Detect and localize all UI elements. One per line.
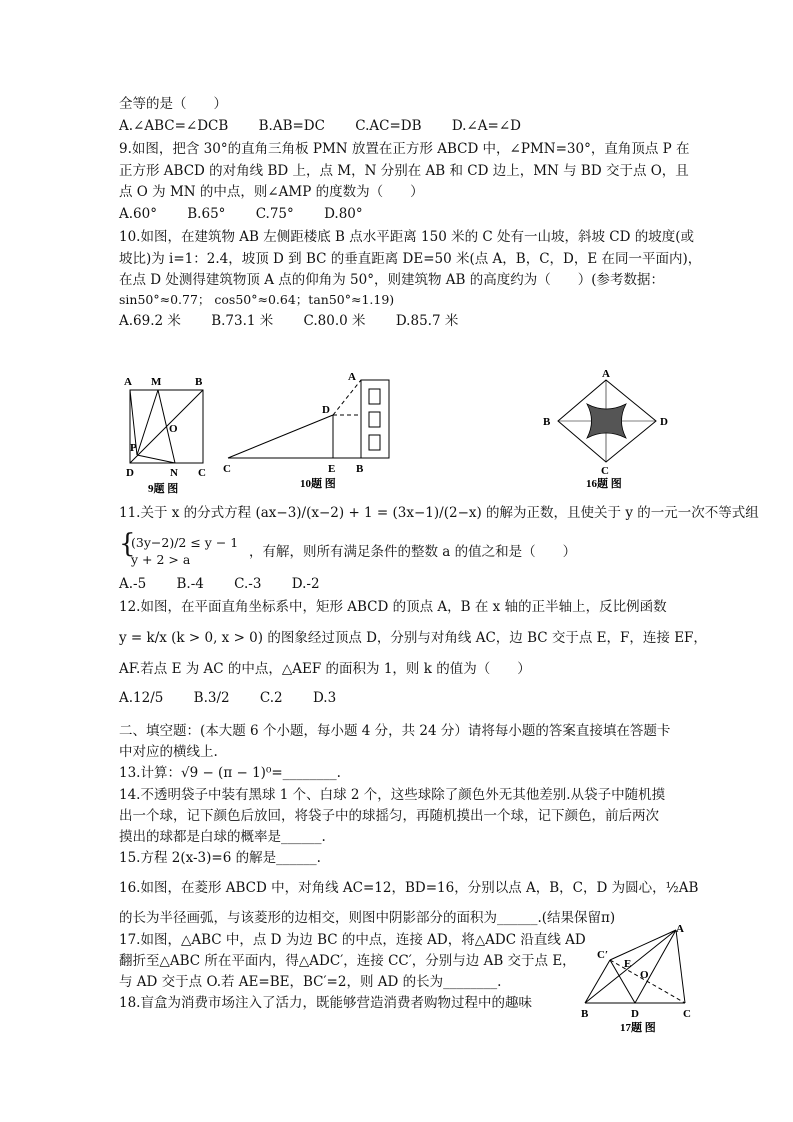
option: A.∠ABC=∠DCB [119,118,229,134]
fig17-label: D [631,1008,639,1020]
option: C.80.0 米 [303,313,366,329]
fig9-label: N [170,467,178,479]
q17-text: 与 AD 交于点 O.若 AE=BE，BC′=2，则 AD 的长为________. [119,974,502,990]
fig16-caption: 16题 图 [586,478,622,490]
fig17-label: C [683,1008,691,1020]
section-heading: 中对应的横线上. [119,744,218,760]
q16-text: 的长为半径画弧，与该菱形的边相交，则图中阴影部分的面积为______.(结果保留π) [119,910,616,926]
figure-10 [218,365,398,495]
fig9-caption: 9题 图 [148,483,179,495]
q14-text: 出一个球，记下颜色后放回，将袋子中的球摇匀，再随机摸出一个球，记下颜色，前后两次 [119,808,659,824]
fig17-label: B [581,1008,589,1020]
exam-page: 全等的是（ ） A.∠ABC=∠DCB B.AB=DC C.AC=DB D.∠A=∠D 9.如图，把含 30°的直角三角板 PMN 放置在正方形 ABCD 中，∠PMN=30°，直角顶点 P 在 正方形 ABCD 的对角线 BD 上，点 M，N 分别在 AB 和 CD 边上，MN 与 BD 交于点 O，且 点 O 为 MN 的中点，则∠AMP 的度数为（ ） A.60° B.65° C.75° D.80° 10.如图，在建筑物 AB 左侧距楼底 B 点水平距离 150 米的 C 处有一山坡，斜坡 CD 的坡度(或 坡比)为 i=1：2.4，坡顶 D 到 BC 的垂直距离 DE=50 米(点 A，B，C，D，E 在同一平面内)， 在点 D 处测得建筑物顶 A 点的仰角为 50°，则建筑物 AB 的高度约为（ ）(参考数据： sin50°≈0.77； cos50°≈0.64；tan50°≈1.19) A.69.2 米 B.73.1 米 C.80.0 米 D.85.7 米 A M B O P D N C 9题 图 A D C E B 10题 图 A B D C 16题 图 11.关于 x 的分式方程 (ax−3)/(x−2) + 1 = (3x−1)/(2−x) 的解为正数，且使关于 y 的一元一次不等式组 { (3y−2)/2 ≤ y − 1 y + 2 > a ，有解，则所有满足条件的整数 a 的值之和是（ ） A.-5 B.-4 C.-3 D.-2 12.如图，在平面直角坐标系中，矩形 ABCD 的顶点 A，B 在 x 轴的正半轴上，反比例函数 y = k/x (k > 0, x > 0) 的图象经过顶点 D，分别与对角线 AC，边 BC 交于点 E，F，连接 EF， AF.若点 E 为 AC 的中点，△AEF 的面积为 1，则 k 的值为（ ） A.12/5 B.3/2 C.2 D.3 二、填空题：(本大题 6 个小题，每小题 4 分，共 24 分）请将每小题的答案直接填在答题卡 中对应的横线上. 13.计算：√9 − (π − 1)⁰=________. 14.不透明袋子中装有黑球 1 个、白球 2 个，这些球除了颜色外无其他差别.从袋子中随机摸 出一个球，记下颜色后放回，将袋子中的球摇匀，再随机摸出一个球，记下颜色，前后两次 摸出的球都是白球的概率是______. 15.方程 2(x-3)=6 的解是______. 16.如图，在菱形 ABCD 中，对角线 AC=12，BD=16，分别以点 A，B，C，D 为圆心，½AB 的长为半径画弧，与该菱形的边相交，则图中阴影部分的面积为______.(结果保留π) 17.如图，△ABC 中，点 D 为边 BC 的中点，连接 AD，将△ADC 沿直线 AD 翻折至△ABC 所在平面内，得△ADC′，连接 CC′，分别与边 AB 交于点 E， 与 AD 交于点 O.若 AE=BE，BC′=2，则 AD 的长为________. 18.盲盒为消费市场注入了活力，既能够营造消费者购物过程中的趣味 A C′ E O B D C 17题 图 [119,96,759,1034]
q9-text: 点 O 为 MN 的中点，则∠AMP 的度数为（ ） [119,184,424,200]
fig9-label: B [195,376,203,388]
fig16-label: C [601,465,609,477]
option: B.3/2 [193,690,230,706]
q9-text: 正方形 ABCD 的对角线 BD 上，点 M，N 分别在 AB 和 CD 边上，MN 与 BD 交于点 O，且 [119,163,689,179]
fig9-label: M [151,376,162,388]
q9-options [119,206,389,222]
option: A.-5 [119,576,147,592]
option: B.73.1 米 [211,313,274,329]
option: D.80° [324,206,363,222]
q12-text: y = k/x (k > 0, x > 0) 的图象经过顶点 D，分别与对角线 AC，边 BC 交于点 E，F，连接 EF， [119,630,707,646]
fig10-caption: 10题 图 [300,478,336,490]
option: D.-2 [291,576,320,592]
fig17-label: C′ [597,949,609,961]
option: C.2 [259,690,283,706]
q9-text: 9.如图，把含 30°的直角三角板 PMN 放置在正方形 ABCD 中，∠PMN=30°，直角顶点 P 在 [119,141,690,157]
figure-9 [120,372,210,497]
q16-text: 16.如图，在菱形 ABCD 中，对角线 AC=12，BD=16，分别以点 A，B，C，D 为圆心，½AB [119,880,699,896]
option: D.3 [312,690,337,706]
fig16-label: B [543,416,551,428]
q10-text: 10.如图，在建筑物 AB 左侧距楼底 B 点水平距离 150 米的 C 处有一山坡，斜坡 CD 的坡度(或 [119,229,694,245]
fig9-label: A [124,376,132,388]
fig17-label: E [624,958,632,970]
q14-text: 14.不透明袋子中装有黑球 1 个、白球 2 个，这些球除了颜色外无其他差别.从袋子中随机摸 [119,787,666,803]
q15-text: 15.方程 2(x-3)=6 的解是______. [119,850,321,866]
option: C.-3 [234,576,262,592]
q12-text: 12.如图，在平面直角坐标系中，矩形 ABCD 的顶点 A，B 在 x 轴的正半轴上，反比例函数 [119,599,667,615]
fig10-label: C [223,463,231,475]
option: A.69.2 米 [119,313,181,329]
figure-17 [575,920,700,1035]
fig17-label: O [640,969,649,981]
option: B.65° [187,206,226,222]
section-heading: 二、填空题：(本大题 6 个小题，每小题 4 分，共 24 分）请将每小题的答案直接填在答题卡 [119,723,671,739]
fig10-label: B [356,463,364,475]
q17-text: 17.如图，△ABC 中，点 D 为边 BC 的中点，连接 AD，将△ADC 沿直线 AD [119,932,586,948]
option: C.AC=DB [355,118,422,134]
inequality-1: (3y−2)/2 ≤ y − 1 [131,535,239,550]
fig10-label: A [348,371,356,383]
q18-text: 18.盲盒为消费市场注入了活力，既能够营造消费者购物过程中的趣味 [119,995,532,1011]
q10-text: sin50°≈0.77； cos50°≈0.64；tan50°≈1.19) [119,292,395,307]
fig17-caption: 17题 图 [620,1022,656,1034]
option: A.60° [119,206,157,222]
q12-text: AF.若点 E 为 AC 的中点，△AEF 的面积为 1，则 k 的值为（ ） [119,661,531,677]
fig16-label: A [602,368,610,380]
option: B.-4 [176,576,204,592]
fig9-label: O [169,423,178,435]
option: A.12/5 [119,690,164,706]
option: B.AB=DC [258,118,325,134]
option: D.∠A=∠D [451,118,521,134]
option: D.85.7 米 [395,313,459,329]
text-line: 全等的是（ ） [119,96,227,112]
fig17-label: A [676,923,684,935]
q8-options [119,118,547,134]
fig10-label: E [328,463,336,475]
q10-text: 在点 D 处测得建筑物顶 A 点的仰角为 50°，则建筑物 AB 的高度约为（ ）(参考数据： [119,272,664,288]
inequality-2: y + 2 > a [131,552,191,567]
q17-text: 翻折至△ABC 所在平面内，得△ADC′，连接 CC′，分别与边 AB 交于点 E， [119,953,576,969]
q10-options [119,309,484,329]
fig16-label: D [660,416,668,428]
q13-text: 13.计算：√9 − (π − 1)⁰=________. [119,765,341,781]
option: C.75° [255,206,294,222]
q11-options [119,576,346,592]
fig9-label: D [126,467,134,479]
q14-text: 摸出的球都是白球的概率是______. [119,829,326,845]
q11-text: 11.关于 x 的分式方程 (ax−3)/(x−2) + 1 = (3x−1)/(2−x) 的解为正数，且使关于 y 的一元一次不等式组 [119,505,759,521]
q10-text: 坡比)为 i=1：2.4，坡顶 D 到 BC 的垂直距离 DE=50 米(点 A，B，C，D，E 在同一平面内)， [119,251,702,267]
fig10-label: D [322,404,330,416]
fig9-label: P [130,442,137,454]
q12-options [119,690,362,706]
q11-tail: ，有解，则所有满足条件的整数 a 的值之和是（ ） [249,544,577,560]
figure-16 [540,366,680,490]
fig9-label: C [198,467,206,479]
